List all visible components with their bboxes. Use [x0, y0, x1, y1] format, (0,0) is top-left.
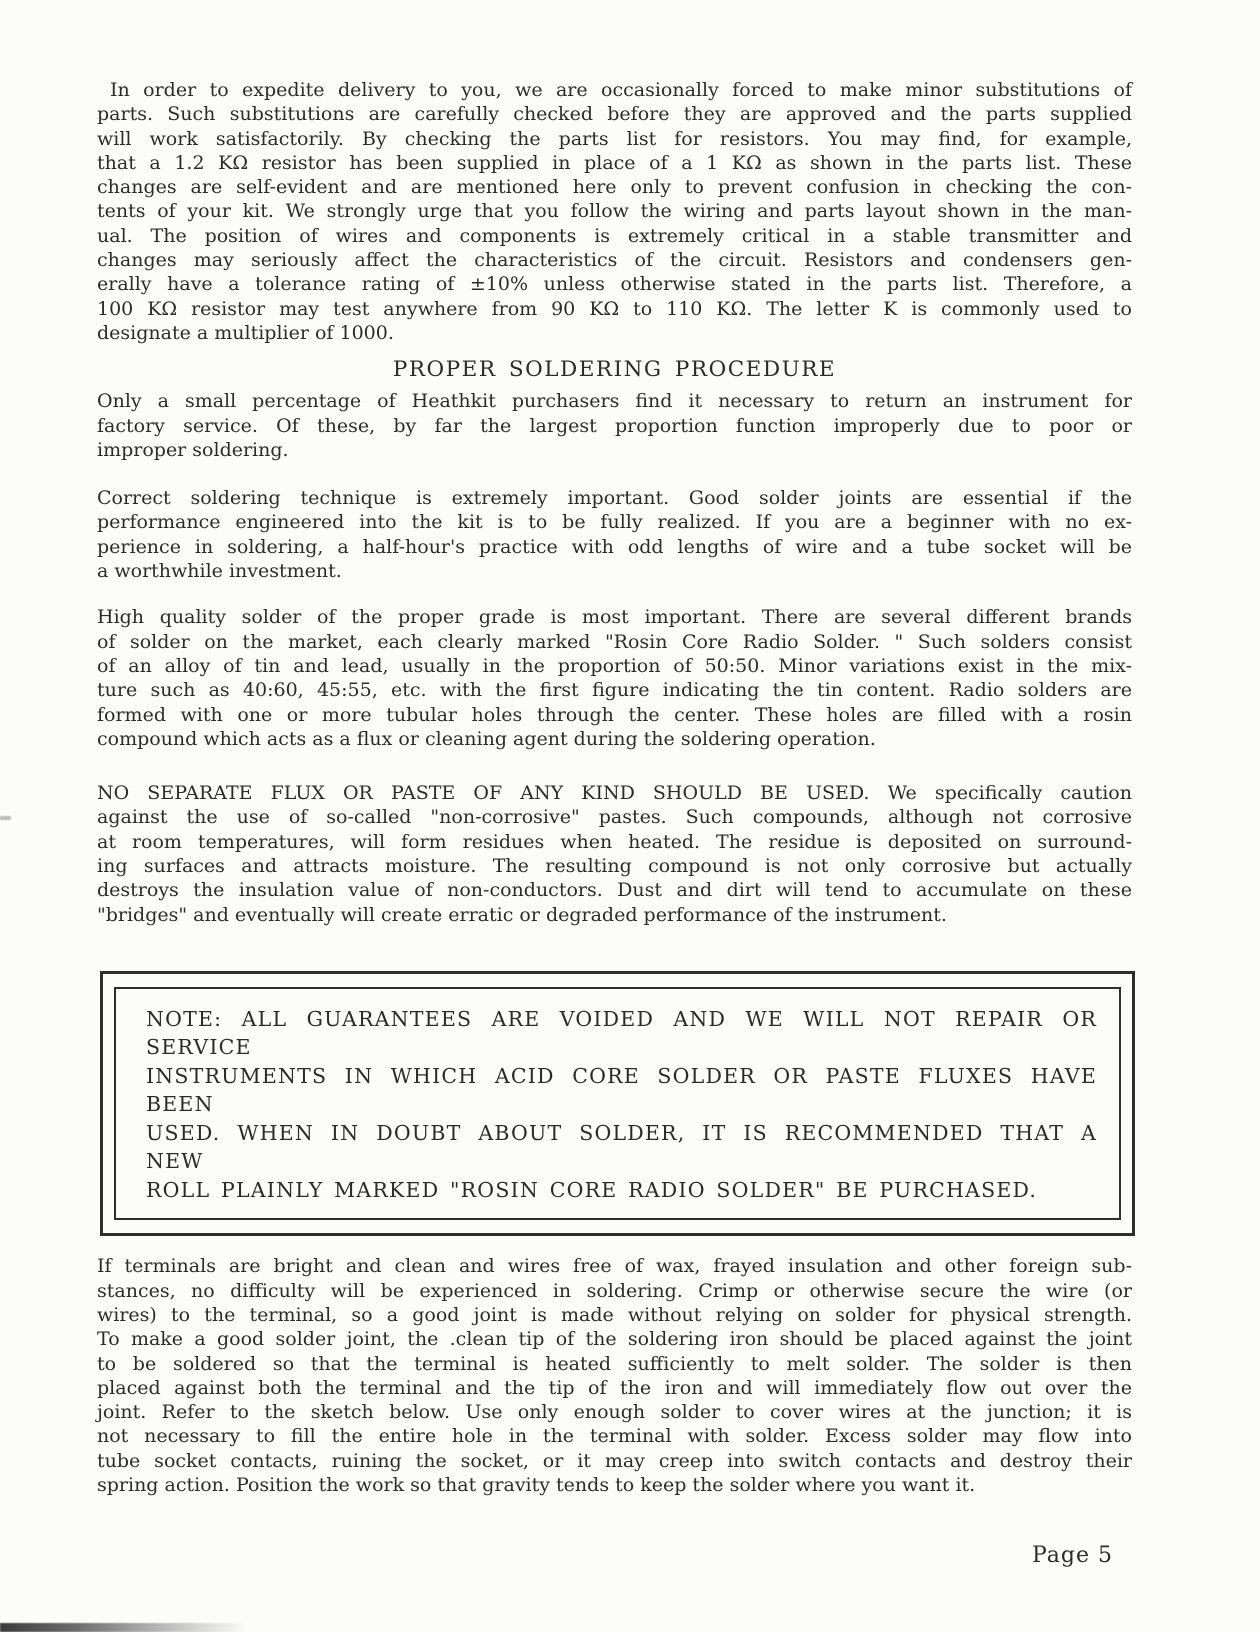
paragraph-solder-quality	[97, 605, 1132, 751]
text-line: ture such as 40:60, 45:55, etc. with the first figure indicating the tin content. Radio solders are	[97, 679, 1132, 702]
text-line: wires) to the terminal, so a good joint is made without relying on solder for physical strength.	[97, 1304, 1132, 1326]
text-line: at room temperatures, will form residues when heated. The residue is deposited on surround-	[97, 830, 1132, 853]
text-line: NO SEPARATE FLUX OR PASTE OF ANY KIND SHOULD BE USED. We specifically caution	[97, 782, 1132, 805]
text-line: of solder on the market, each clearly marked "Rosin Core Radio Solder. " Such solders consist	[97, 630, 1132, 653]
text-line: tube socket contacts, ruining the socket, or it may creep into switch contacts and destroy their	[97, 1449, 1132, 1472]
scan-artifact-left-edge	[0, 816, 11, 820]
paragraph-soldering-instructions	[97, 1254, 1132, 1497]
text-line: to be soldered so that the terminal is heated sufficiently to melt solder. The solder is then	[97, 1352, 1132, 1375]
text-line: Correct soldering technique is extremely important. Good solder joints are essential if the	[97, 487, 1132, 510]
text-line: ing surfaces and attracts moisture. The resulting compound is not only corrosive but actually	[97, 855, 1132, 878]
text-line: of an alloy of tin and lead, usually in the proportion of 50:50. Minor variations exist in the mix-	[97, 654, 1132, 677]
text-line: If terminals are bright and clean and wires free of wax, frayed insulation and other foreign sub-	[97, 1255, 1132, 1278]
text-line: ROLL PLAINLY MARKED "ROSIN CORE RADIO SOLDER" BE PURCHASED.	[146, 1177, 1038, 1202]
text-line: placed against both the terminal and the tip of the iron and will immediately flow out over the	[97, 1376, 1132, 1399]
text-line: formed with one or more tubular holes through the center. These holes are filled with a rosin	[97, 703, 1132, 726]
text-line: not necessary to fill the entire hole in the terminal with solder. Excess solder may flow into	[97, 1425, 1132, 1448]
intro-paragraph	[97, 78, 1132, 345]
text-line: erally have a tolerance rating of ±10% unless otherwise stated in the parts list. Therefore, a	[97, 273, 1132, 296]
text-line: In order to expedite delivery to you, we are occasionally forced to make minor substitutions of	[110, 79, 1132, 101]
text-line: compound which acts as a flux or cleaning agent during the soldering operation.	[97, 727, 876, 750]
text-line: NOTE: ALL GUARANTEES ARE VOIDED AND WE WILL NOT REPAIR OR SERVICE	[146, 1006, 1097, 1060]
text-line: that a 1.2 KΩ resistor has been supplied in place of a 1 KΩ as shown in the parts list. These	[97, 151, 1132, 174]
paragraph-return-statistics	[97, 389, 1132, 462]
text-line: destroys the insulation value of non-conductors. Dust and dirt will tend to accumulate on these	[97, 879, 1132, 902]
text-line: improper soldering.	[97, 438, 289, 461]
text-line: To make a good solder joint, the .clean tip of the soldering iron should be placed against the joint	[97, 1328, 1132, 1351]
text-line: stances, no difficulty will be experienced in soldering. Crimp or otherwise secure the wire (or	[97, 1279, 1132, 1302]
text-line: USED. WHEN IN DOUBT ABOUT SOLDER, IT IS RECOMMENDED THAT A NEW	[146, 1120, 1097, 1174]
text-line: High quality solder of the proper grade is most important. There are several different brands	[97, 606, 1132, 629]
paragraph-correct-technique	[97, 486, 1132, 583]
text-line: changes are self-evident and are mentioned here only to prevent confusion in checking the con-	[97, 176, 1132, 199]
note-box-text	[146, 1005, 1097, 1205]
text-line: factory service. Of these, by far the largest proportion function improperly due to poor or	[97, 414, 1132, 437]
text-line: parts. Such substitutions are carefully checked before they are approved and the parts supplied	[97, 103, 1132, 126]
text-line: "bridges" and eventually will create erratic or degraded performance of the instrument.	[97, 903, 947, 926]
note-box-inner-border	[114, 987, 1121, 1221]
text-line: spring action. Position the work so that gravity tends to keep the solder where you want it.	[97, 1474, 976, 1497]
text-line: INSTRUMENTS IN WHICH ACID CORE SOLDER OR PASTE FLUXES HAVE BEEN	[146, 1063, 1097, 1117]
text-line: performance engineered into the kit is to be fully realized. If you are a beginner with no ex-	[97, 511, 1132, 534]
text-line: joint. Refer to the sketch below. Use only enough solder to cover wires at the junction; it is	[97, 1401, 1132, 1424]
text-line: Only a small percentage of Heathkit purchasers find it necessary to return an instrument for	[97, 390, 1132, 413]
section-heading: PROPER SOLDERING PROCEDURE	[392, 357, 837, 383]
text-line: changes may seriously affect the characteristics of the circuit. Resistors and condensers gen-	[97, 249, 1132, 272]
page-number: Page 5	[1031, 1543, 1113, 1568]
text-line: against the use of so-called "non-corrosive" pastes. Such compounds, although not corrosive	[97, 806, 1132, 829]
text-line: perience in soldering, a half-hour's practice with odd lengths of wire and a tube socket will be	[97, 535, 1132, 558]
scan-artifact-bottom-smudge	[0, 1623, 260, 1632]
text-line: ual. The position of wires and components is extremely critical in a stable transmitter and	[97, 224, 1132, 247]
text-line: designate a multiplier of 1000.	[97, 321, 394, 344]
text-line: will work satisfactorily. By checking the parts list for resistors. You may find, for example,	[97, 127, 1132, 150]
text-line: a worthwhile investment.	[97, 560, 342, 583]
text-line: tents of your kit. We strongly urge that you follow the wiring and parts layout shown in the man-	[97, 200, 1132, 223]
text-line: 100 KΩ resistor may test anywhere from 90 KΩ to 110 KΩ. The letter K is commonly used to	[97, 297, 1132, 320]
note-box	[100, 971, 1135, 1237]
paragraph-no-flux-warning	[97, 781, 1132, 927]
